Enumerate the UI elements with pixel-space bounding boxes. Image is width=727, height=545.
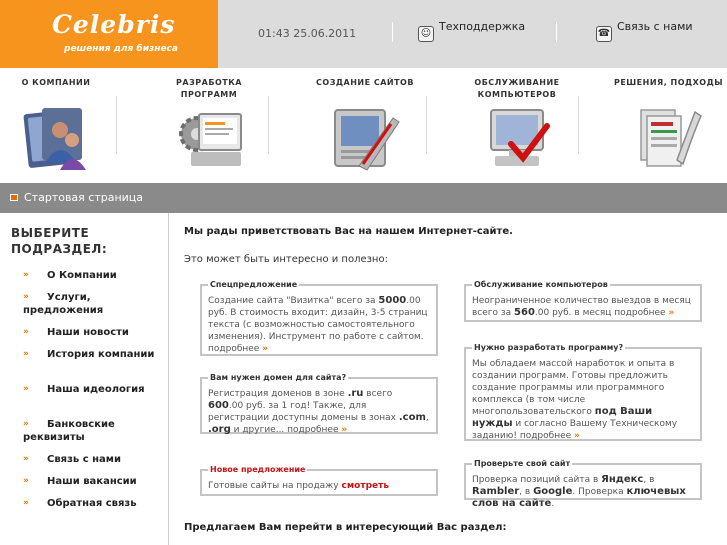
check-site-box xyxy=(464,459,702,509)
google-link[interactable] xyxy=(533,487,572,497)
box-text: Проверка позиций сайта в xyxy=(472,475,602,485)
software-gear-icon xyxy=(173,100,245,172)
contact-label: Связь с нами xyxy=(617,20,693,33)
sidebar-item-company[interactable] xyxy=(23,269,163,282)
arrow-icon: » xyxy=(23,270,29,280)
zone: .org xyxy=(208,424,231,435)
arrow-icon: » xyxy=(23,476,29,486)
program-box xyxy=(464,343,702,441)
rambler-link[interactable] xyxy=(472,487,519,497)
nav-label: РАЗРАБОТКА ПРОГРАММ xyxy=(176,78,242,99)
top-header xyxy=(0,0,727,68)
sidebar-item-label: История компании xyxy=(47,349,155,360)
new-offer-box xyxy=(200,465,438,496)
box-text: Неограниченное количество выездов в месяц всего за xyxy=(472,296,691,318)
zone: .ru xyxy=(347,388,364,399)
sidebar-item-label: Наши вакансии xyxy=(47,476,137,487)
box-title: Обслуживание компьютеров xyxy=(474,280,608,289)
box-text: Регистрация доменов в зоне xyxy=(208,389,348,399)
company-people-icon xyxy=(20,100,92,172)
box-text: Готовые сайты на продажу xyxy=(208,481,342,491)
box-title: Вам нужен домен для сайта? xyxy=(210,373,347,382)
box-text: . Проверка xyxy=(572,487,627,497)
support-icon: ☺ xyxy=(418,26,434,42)
box-text: .00 руб. В стоимость входит: дизайн, 3-5 страниц текста (с возможностью самостоятельного изменения). Инструмент по работе с сайтом. подробнее xyxy=(208,296,428,354)
welcome-text: Мы рады приветствовать Вас на нашем Интернет-сайте. xyxy=(184,226,513,237)
emphasis: под Ваши нужды xyxy=(472,406,653,429)
sidebar-divider xyxy=(168,213,169,545)
nav-divider xyxy=(268,96,269,154)
box-title: Проверьте свой сайт xyxy=(474,459,571,468)
sidebar-item-label: Обратная связь xyxy=(47,498,137,509)
nav-item-company[interactable] xyxy=(0,68,112,183)
arrow-icon: » xyxy=(23,419,29,429)
price: 5000 xyxy=(378,295,407,306)
sidebar-item-label: Связь с нами xyxy=(47,454,121,465)
arrow-icon: » xyxy=(23,384,29,394)
datetime: 01:43 25.06.2011 xyxy=(258,27,357,40)
arrow-icon: » xyxy=(23,349,29,359)
sidebar xyxy=(0,213,168,545)
offer-text: Предлагаем Вам перейти в интересующий Вас раздел: xyxy=(184,522,507,533)
box-text: , в xyxy=(519,487,534,497)
domain-box xyxy=(200,373,438,435)
logo[interactable] xyxy=(0,0,218,68)
zone: .com xyxy=(398,412,426,423)
more-link[interactable]: » xyxy=(668,308,675,318)
sidebar-item-label: Наши новости xyxy=(47,327,129,338)
solutions-docs-icon xyxy=(633,100,705,172)
google-label: Google xyxy=(533,486,573,497)
logo-text: Celebris xyxy=(52,10,176,39)
arrow-icon: » xyxy=(23,292,29,302)
sidebar-item-label: Наша идеология xyxy=(47,384,145,395)
nav-label: ОБСЛУЖИВАНИЕ КОМПЬЮТЕРОВ xyxy=(474,78,560,99)
arrow-icon: » xyxy=(23,454,29,464)
sidebar-item-contact[interactable] xyxy=(23,453,163,466)
contact-link[interactable] xyxy=(596,20,708,39)
sidebar-item-label: Банковские реквизиты xyxy=(23,419,115,443)
support-link[interactable] xyxy=(418,20,528,39)
nav-item-solutions[interactable] xyxy=(610,68,727,183)
nav-divider xyxy=(578,96,579,154)
yandex-link[interactable] xyxy=(601,475,643,485)
nav-label: О КОМПАНИИ xyxy=(21,78,91,87)
box-title: Новое предложение xyxy=(210,465,306,474)
more-link[interactable]: » xyxy=(574,431,580,441)
box-text: и другие... подробнее xyxy=(230,425,342,435)
view-link[interactable]: смотреть xyxy=(341,481,390,491)
box-text: .00 руб. в месяц подробнее xyxy=(534,308,669,318)
sidebar-item-label: Услуги, предложения xyxy=(23,292,104,316)
yandex-label: Яндекс xyxy=(601,474,644,485)
nav-label: СОЗДАНИЕ САЙТОВ xyxy=(316,78,414,87)
more-link[interactable]: » xyxy=(262,344,269,354)
arrow-icon: » xyxy=(23,498,29,508)
sidebar-item-history[interactable] xyxy=(23,348,163,361)
website-design-icon xyxy=(329,100,401,172)
breadcrumb-home-link[interactable]: Стартовая страница xyxy=(24,191,144,204)
sidebar-item-label: О Компании xyxy=(47,270,117,281)
interest-text: Это может быть интересно и полезно: xyxy=(184,254,388,265)
nav-divider xyxy=(116,96,117,154)
box-text: Создание сайта "Визитка" всего за xyxy=(208,296,379,306)
nav-divider xyxy=(426,96,427,154)
box-text: всего xyxy=(363,389,393,399)
nav-item-service[interactable] xyxy=(458,68,576,183)
box-text: , в xyxy=(643,475,655,485)
rambler-label: Rambler xyxy=(472,486,520,497)
sidebar-item-bank[interactable] xyxy=(23,418,163,444)
special-offer-box xyxy=(200,280,438,356)
header-divider xyxy=(392,22,393,42)
sidebar-item-vacancies[interactable] xyxy=(23,475,163,488)
arrow-icon: » xyxy=(23,327,29,337)
nav-item-software[interactable] xyxy=(150,68,268,183)
more-link[interactable]: » xyxy=(341,425,348,435)
box-text: . xyxy=(551,499,555,509)
box-text: Мы обладаем массой наработок и опыта в создании программ. Готовы предложить создание программы или программного комплекса (в том числе многопользовательского xyxy=(472,359,675,417)
breadcrumb-icon xyxy=(10,194,18,201)
box-title: Спецпредложение xyxy=(210,280,298,289)
box-text: и согласно Вашему Техническому заданию! подробнее xyxy=(472,419,678,441)
sidebar-item-news[interactable] xyxy=(23,326,163,339)
keywords-label: ключевых слов на сайте xyxy=(472,486,686,509)
computer-service-icon xyxy=(481,100,553,172)
logo-tagline: решения для бизнеса xyxy=(64,44,178,54)
sidebar-item-ideology[interactable] xyxy=(23,383,163,396)
main-nav xyxy=(0,68,727,183)
service-box xyxy=(464,280,702,322)
main-content xyxy=(184,213,727,545)
sidebar-item-feedback[interactable] xyxy=(23,497,163,510)
sidebar-item-services[interactable] xyxy=(23,291,163,317)
breadcrumb xyxy=(0,183,727,213)
box-text: , xyxy=(425,413,429,423)
nav-label: РЕШЕНИЯ, ПОДХОДЫ xyxy=(613,78,724,87)
header-divider xyxy=(556,22,557,42)
phone-icon: ☎ xyxy=(596,26,612,42)
box-text: .00 руб. за 1 год! Также, для регистрации доступны домены в зонах xyxy=(208,401,399,423)
price: 600 xyxy=(208,400,229,411)
box-title: Нужно разработать программу? xyxy=(474,343,624,352)
price: 560 xyxy=(514,307,535,318)
sidebar-title: ВЫБЕРИТЕ ПОДРАЗДЕЛ: xyxy=(11,226,108,256)
nav-item-websites[interactable] xyxy=(306,68,424,183)
support-label: Техподдержка xyxy=(439,20,526,33)
